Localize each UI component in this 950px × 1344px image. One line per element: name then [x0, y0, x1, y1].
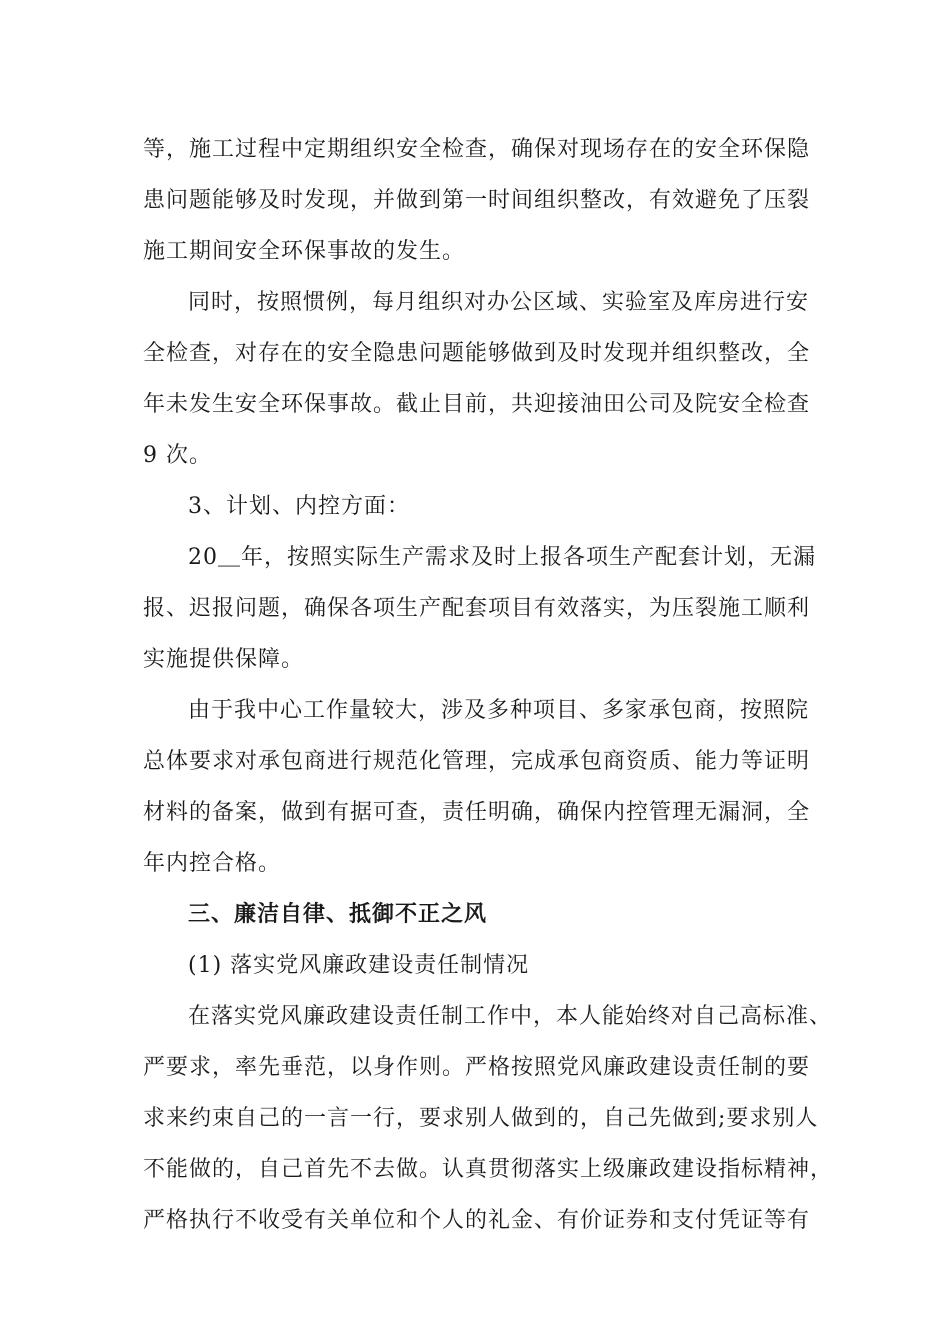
paragraph-line: 严要求，率先垂范，以身作则。严格按照党风廉政建设责任制的要: [143, 1055, 811, 1080]
chapter-heading: 三、廉洁自律、抵御不正之风: [188, 901, 488, 927]
document-page: [143, 124, 834, 1246]
paragraph-line: 实施提供保障。: [143, 647, 305, 672]
paragraph-line: 严格执行不收受有关单位和个人的礼金、有价证券和支付凭证等有: [143, 1208, 811, 1233]
paragraph-line: 患问题能够及时发现，并做到第一时间组织整改，有效避免了压裂: [143, 188, 811, 213]
paragraph-line: 求来约束自己的一言一行，要求别人做到的，自己先做到;要求别人: [143, 1106, 819, 1131]
paragraph-line: 不能做的，自己首先不去做。认真贯彻落实上级廉政建设指标精神，: [143, 1157, 834, 1182]
paragraph-line: 全检查，对存在的安全隐患问题能够做到及时发现并组织整改，全: [143, 341, 811, 366]
paragraph-line: 施工期间安全环保事故的发生。: [143, 239, 466, 264]
paragraph-line: 年未发生安全环保事故。截止目前，共迎接油田公司及院安全检查: [143, 392, 811, 417]
paragraph-line: 9 次。: [143, 443, 212, 468]
section-heading: 3、计划、内控方面：: [188, 494, 410, 519]
paragraph-line: 同时，按照惯例，每月组织对办公区域、实验室及库房进行安: [188, 290, 810, 315]
paragraph-line: 20＿年，按照实际生产需求及时上报各项生产配套计划，无漏: [188, 545, 816, 570]
subsection-heading: (1) 落实党风廉政建设责任制情况: [188, 953, 530, 978]
paragraph-line: 由于我中心工作量较大，涉及多种项目、多家承包商，按照院: [188, 698, 810, 723]
paragraph-line: 在落实党风廉政建设责任制工作中，本人能始终对自己高标准、: [188, 1004, 833, 1029]
paragraph-line: 年内控合格。: [143, 851, 282, 876]
paragraph-line: 总体要求对承包商进行规范化管理，完成承包商资质、能力等证明: [143, 749, 811, 774]
paragraph-line: 材料的备案，做到有据可查，责任明确，确保内控管理无漏洞，全: [143, 800, 811, 825]
paragraph-line: 报、迟报问题，确保各项生产配套项目有效落实，为压裂施工顺利: [143, 596, 811, 621]
paragraph-line: 等，施工过程中定期组织安全检查，确保对现场存在的安全环保隐: [143, 137, 811, 162]
